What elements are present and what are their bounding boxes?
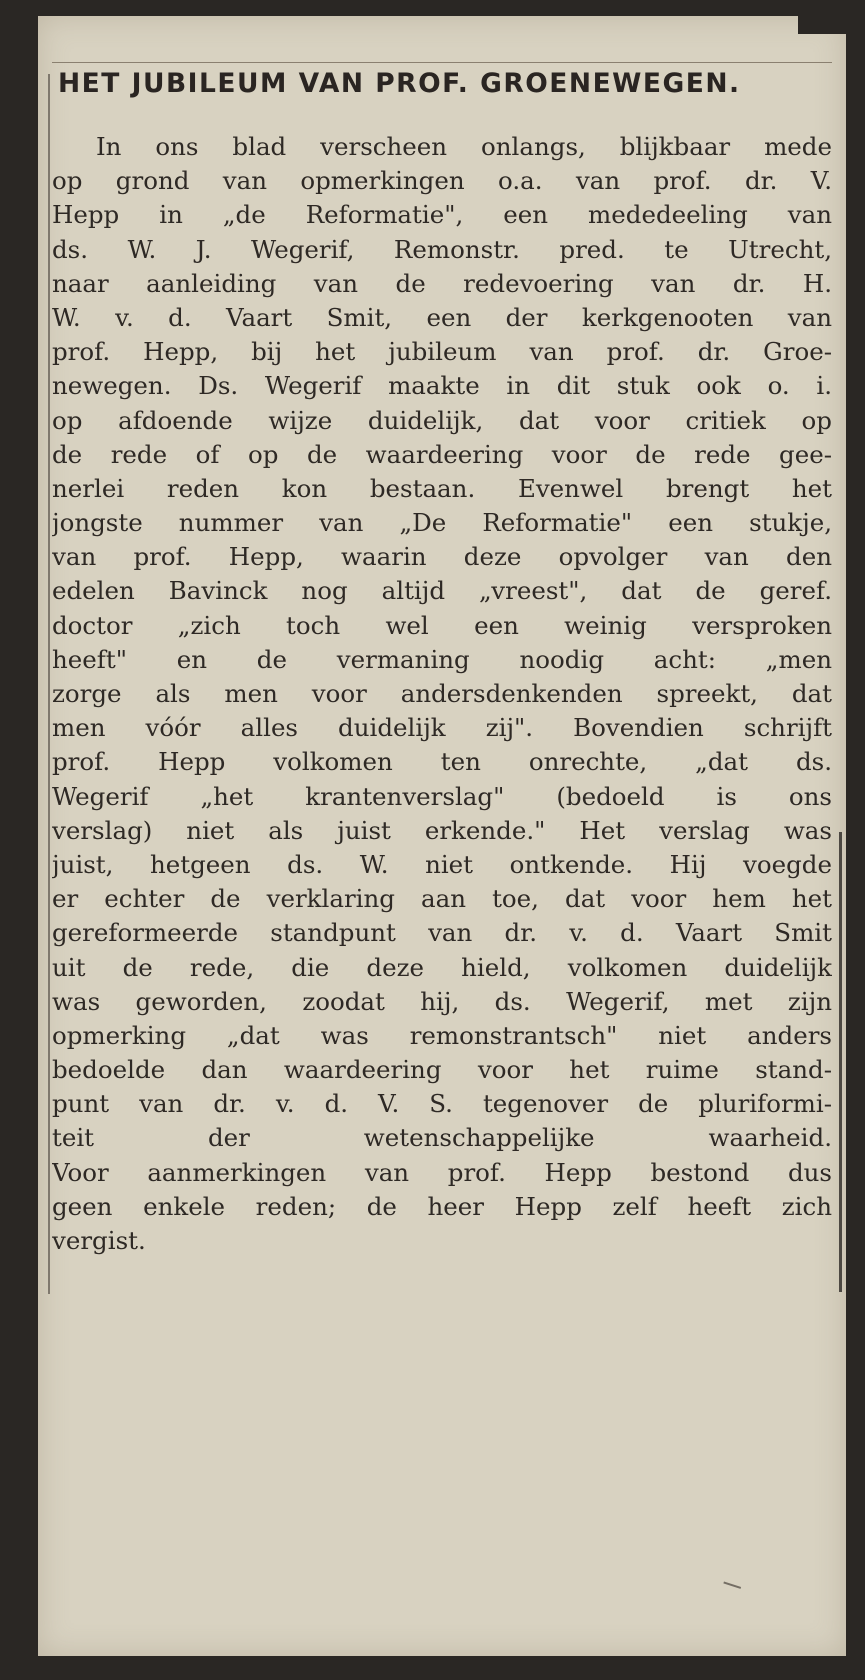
article-line: teit der wetenschappelijke waarheid. [52,1123,832,1153]
article-line: opmerking „dat was remonstrantsch" niet anders [52,1020,832,1050]
article-line: er echter de verklaring aan toe, dat voor hem het [52,884,832,914]
article-line: Hepp in „de Reformatie", een mededeeling van [52,200,832,230]
article-line: heeft" en de vermaning noodig acht: „men [52,644,832,674]
article-line: prof. Hepp, bij het jubileum van prof. dr. Groe- [52,337,832,367]
article-line: doctor „zich toch wel een weinig versproken [52,610,832,640]
article-line: W. v. d. Vaart Smit, een der kerkgenooten van [52,302,832,332]
article-line: op afdoende wijze duidelijk, dat voor critiek op [52,405,832,435]
article-line: uit de rede, die deze hield, volkomen duidelijk [52,952,832,982]
article-line: In ons blad verscheen onlangs, blijkbaar mede [96,132,832,161]
article-line: juist, hetgeen ds. W. niet ontkende. Hij voegde [52,849,832,879]
article-line: naar aanleiding van de redevoering van dr. H. [52,268,832,298]
article-line: ds. W. J. Wegerif, Remonstr. pred. te Utrecht, [52,234,832,264]
article-line: edelen Bavinck nog altijd „vreest", dat de geref. [52,576,832,606]
article-line: prof. Hepp volkomen ten onrechte, „dat ds. [52,747,832,777]
article-line: de rede of op de waardeering voor de rede gee- [52,439,832,469]
article-line: men vóór alles duidelijk zij". Bovendien schrijft [52,713,832,743]
article-line: verslag) niet als juist erkende." Het verslag was [52,815,832,845]
article-line: was geworden, zoodat hij, ds. Wegerif, met zijn [52,986,832,1016]
article-line: op grond van opmerkingen o.a. van prof. dr. V. [52,166,832,196]
article-line: jongste nummer van „De Reformatie" een stukje, [52,508,832,538]
article-line: zorge als men voor andersdenkenden spreekt, dat [52,679,832,708]
right-column-rule [839,832,842,1292]
article-line: newegen. Ds. Wegerif maakte in dit stuk ook o. i. [52,371,832,401]
article-line: punt van dr. v. d. V. S. tegenover de pluriformi- [52,1089,832,1119]
newspaper-clipping [52,62,832,1306]
torn-corner [798,16,848,34]
article-line: vergist. [52,1226,146,1255]
article-body [52,130,832,1258]
article-line: van prof. Hepp, waarin deze opvolger van den [52,542,832,572]
article-line: bedoelde dan waardeering voor het ruime stand- [52,1055,832,1085]
top-rule [52,62,832,63]
article-line: Voor aanmerkingen van prof. Hepp bestond dus [52,1157,832,1187]
article-line: nerlei reden kon bestaan. Evenwel brengt het [52,473,832,503]
left-column-rule [48,74,50,1294]
article-line: Wegerif „het krantenverslag" (bedoeld is ons [52,781,832,811]
article-line: gereformeerde standpunt van dr. v. d. Vaart Smit [52,918,832,948]
article-line: geen enkele reden; de heer Hepp zelf heeft zich [52,1191,832,1221]
article-headline: HET JUBILEUM VAN PROF. GROENEWEGEN. [58,68,741,99]
